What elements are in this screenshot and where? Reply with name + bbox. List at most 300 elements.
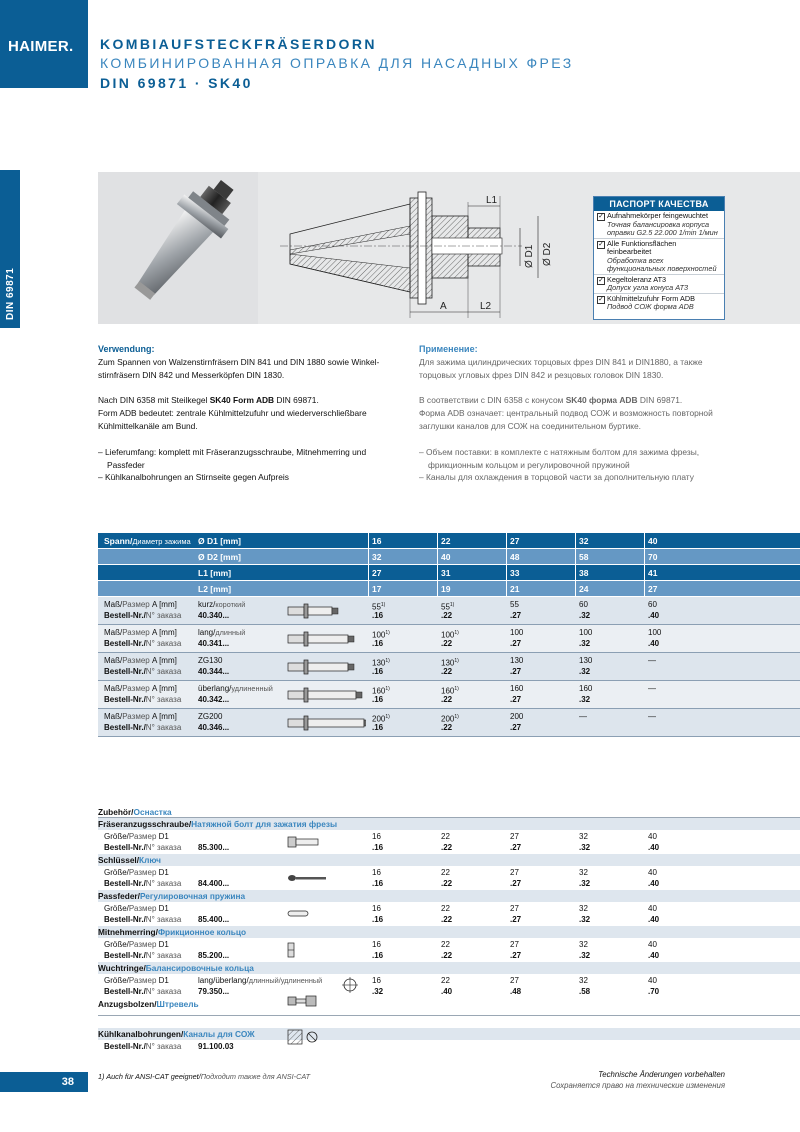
- order-label: [104, 950, 181, 962]
- logo-block: [0, 0, 88, 88]
- usage-ru-p3: Форма ADB означает: центральный подвод СОЖ и возможность повторной заглушки каналов для СОЖ на соединительном буртике.: [419, 408, 713, 431]
- header-row: [98, 549, 800, 565]
- mass-number: 55: [372, 602, 381, 612]
- size-d1: D1: [156, 868, 169, 877]
- order-suffix: .22: [441, 611, 453, 620]
- accessory-suffix: .32: [372, 987, 384, 996]
- accessory-suffix: .58: [579, 987, 591, 996]
- footnote-de: 1) Auch für ANSI-CAT geeignet/: [98, 1072, 201, 1081]
- mass-number: —: [648, 656, 656, 665]
- accessory-size: 32: [579, 976, 588, 985]
- accessory-code: 85.300...: [198, 843, 230, 852]
- mass-de: Maß/: [104, 628, 123, 637]
- accessory-size: 22: [441, 868, 450, 877]
- header-value: 27: [648, 584, 658, 594]
- order-suffix: .40: [648, 611, 660, 620]
- accessory-size: 40: [648, 832, 657, 841]
- accessory-size: 16: [372, 868, 381, 877]
- footnote: [98, 1072, 310, 1081]
- accessory-code: 79.350...: [198, 987, 230, 996]
- variant-type-ru: короткий: [215, 600, 246, 609]
- mass-ru: Размер: [122, 656, 150, 665]
- header-value: 24: [579, 584, 589, 594]
- acc-order-ru: N° заказа: [145, 987, 182, 996]
- header-label: L2 [mm]: [198, 584, 232, 594]
- mass-number: 100: [372, 630, 386, 640]
- holder-icon: [286, 686, 366, 704]
- header-row: [98, 565, 800, 581]
- mass-a: A [mm]: [149, 684, 177, 693]
- accessory-suffix: .16: [372, 843, 384, 852]
- mass-number: 160: [441, 686, 455, 696]
- order-suffix: .32: [579, 695, 591, 704]
- mass-de: Maß/: [104, 712, 123, 721]
- header-label: Ø D2 [mm]: [198, 552, 241, 562]
- quality-item-de: Aufnahmekörper feingewuchtet: [607, 211, 709, 220]
- holder-icon: [286, 714, 366, 732]
- header-value: 19: [441, 584, 451, 594]
- accessory-de: Mitnehmerring/: [98, 927, 158, 937]
- mass-number: —: [579, 712, 587, 721]
- size-de: Größe/: [104, 904, 129, 913]
- check-icon: ✓: [598, 213, 604, 220]
- order-label: [104, 914, 181, 926]
- mass-ru: Размер: [122, 684, 150, 693]
- usage-de-p2b: SK40 Form ADB: [209, 395, 275, 406]
- haimer-logo: HAIMER.: [8, 38, 74, 55]
- footer-disclaimer-de: Technische Änderungen vorbehalten: [598, 1070, 725, 1079]
- accessory-size: 32: [579, 832, 588, 841]
- order-ru: N° заказа: [145, 639, 182, 648]
- accessory-size: 22: [441, 976, 450, 985]
- holder-icon: [286, 602, 366, 620]
- side-tab-label: DIN 69871: [5, 267, 16, 320]
- accessory-size: 32: [579, 904, 588, 913]
- accessory-suffix: .22: [441, 879, 453, 888]
- footnote-mark: 1): [454, 630, 459, 636]
- accessory-suffix: .40: [648, 879, 660, 888]
- size-ru: Размер: [128, 904, 157, 913]
- kuehl-order-ru: N° заказа: [145, 1042, 182, 1051]
- quality-item: [594, 293, 724, 312]
- order-suffix: .16: [372, 723, 384, 732]
- accessory-icon: [286, 906, 330, 922]
- usage-ru-l2: – Каналы для охлаждения в торцовой части за дополнительную плату: [419, 472, 694, 483]
- accessory-heading: [98, 926, 800, 938]
- usage-ru-p2: [419, 394, 739, 407]
- quality-item-ru: Подвод СОЖ форма ADB: [607, 302, 694, 311]
- variant-type-ru: длинный: [215, 628, 246, 637]
- acc-order-de: Bestell-Nr./: [104, 843, 146, 852]
- accessory-code: 84.400...: [198, 879, 230, 888]
- technical-drawing: [260, 172, 590, 324]
- kuehl-order-code: 91.100.03: [198, 1042, 234, 1051]
- mass-number: 160: [372, 686, 386, 696]
- footnote-mark: 1): [454, 658, 459, 664]
- header-label: Ø D1 [mm]: [198, 536, 241, 546]
- check-icon: ✓: [598, 295, 604, 303]
- usage-de: [98, 343, 398, 484]
- header-value: 27: [510, 536, 520, 546]
- order-suffix: .27: [510, 639, 522, 648]
- order-suffix: .16: [372, 667, 384, 676]
- mass-number: 130: [441, 658, 455, 668]
- variant-row: [98, 709, 800, 737]
- usage-ru-l1: – Объем поставки: в комплекте с натяжным болтом для зажима фрезы, фрикционным кольцом и регулировочной пружиной: [419, 446, 700, 470]
- size-ru: Размер: [128, 868, 157, 877]
- size-label: [104, 831, 169, 843]
- mass-value: [648, 655, 656, 667]
- accessory-icon: [286, 942, 330, 958]
- variant-code: 40.342...: [198, 695, 230, 704]
- ring-type: [198, 975, 322, 987]
- quality-passport: [593, 196, 725, 320]
- size-label: [104, 975, 169, 987]
- accessory-row: [98, 830, 800, 854]
- accessory-suffix: .40: [648, 951, 660, 960]
- header-value: 31: [441, 568, 451, 578]
- order-suffix: .40: [648, 639, 660, 648]
- order-suffix: .22: [441, 723, 453, 732]
- mass-number: —: [648, 712, 656, 721]
- main-table: [98, 533, 800, 737]
- size-de: Größe/: [104, 832, 129, 841]
- accessory-suffix: .40: [648, 915, 660, 924]
- order-suffix: .16: [372, 639, 384, 648]
- footer-disclaimer-ru: Сохраняется право на технические изменения: [550, 1081, 725, 1090]
- variant-code: 40.346...: [198, 723, 230, 732]
- mass-number: 55: [510, 600, 519, 609]
- accessory-suffix: .27: [510, 843, 522, 852]
- mass-number: 60: [579, 600, 588, 609]
- variant-type-ru: удлиненный: [231, 684, 273, 693]
- usage-ru-p2c: DIN 69871.: [637, 395, 683, 406]
- mass-number: 160: [510, 684, 524, 693]
- quality-item: [594, 211, 724, 238]
- variant-type-de: kurz/: [198, 600, 216, 609]
- accessory-size: 22: [441, 940, 450, 949]
- order-suffix: .27: [510, 723, 522, 732]
- size-ru: Размер: [128, 940, 157, 949]
- variant-type-de: lang/: [198, 628, 216, 637]
- size-d1: D1: [156, 940, 169, 949]
- order-de: Bestell-Nr./: [104, 639, 146, 648]
- mass-de: Maß/: [104, 684, 123, 693]
- dim-l1-label: L1: [486, 195, 498, 206]
- usage-ru-heading: Применение:: [419, 344, 478, 354]
- size-label: [104, 903, 169, 915]
- anzugsbolzen-de: Anzugsbolzen/: [98, 999, 157, 1009]
- order-suffix: .27: [510, 611, 522, 620]
- accessory-suffix: .27: [510, 915, 522, 924]
- accessory-suffix: .32: [579, 843, 591, 852]
- accessory-row: [98, 974, 800, 998]
- accessory-size: 40: [648, 904, 657, 913]
- size-d1: D1: [156, 904, 169, 913]
- accessory-size: 16: [372, 832, 381, 841]
- footer-disclaimer: [550, 1069, 725, 1091]
- accessory-ru: Балансировочные кольца: [145, 963, 254, 973]
- accessory-size: 27: [510, 904, 519, 913]
- accessory-row: [98, 902, 800, 926]
- mass-number: 130: [372, 658, 386, 668]
- product-photo: [98, 172, 258, 324]
- accessory-heading: [98, 818, 800, 830]
- usage-ru-p1: Для зажима цилиндрических торцовых фрез DIN 841 и DIN1880, а также торцовых угловых фрез DIN 842 и резцовых головок DIN 1830.: [419, 356, 703, 380]
- accessory-suffix: .32: [579, 879, 591, 888]
- order-de: Bestell-Nr./: [104, 723, 146, 732]
- accessory-de: Schlüssel/: [98, 855, 140, 865]
- variant-code: 40.341...: [198, 639, 230, 648]
- accessory-suffix: .48: [510, 987, 522, 996]
- quality-item-ru: Точная балансировка корпуса оправки G2.5 22.000 1/min 1/мин: [607, 219, 718, 237]
- quality-item-de: Alle Funktionsflächen feinbearbeitet: [607, 238, 677, 256]
- quality-item-ru: Допуск угла конуса AT3: [607, 283, 689, 292]
- quality-item-de: Kühlmittelzufuhr Form ADB: [607, 293, 695, 303]
- mass-a: A [mm]: [149, 712, 177, 721]
- accessory-suffix: .32: [579, 915, 591, 924]
- variant-row: [98, 653, 800, 681]
- mass-number: 100: [441, 630, 455, 640]
- acc-order-de: Bestell-Nr./: [104, 879, 146, 888]
- header-value: 17: [372, 584, 382, 594]
- ring-type-ru: длинный/удлиненный: [248, 976, 323, 985]
- mass-number: 100: [510, 628, 524, 637]
- accessories-title: [98, 806, 800, 818]
- mass-number: 130: [510, 656, 524, 665]
- accessory-size: 40: [648, 868, 657, 877]
- header-value: 32: [579, 536, 589, 546]
- accessory-de: Passfeder/: [98, 891, 140, 901]
- mass-number: 200: [510, 712, 524, 721]
- variant-code: 40.340...: [198, 611, 230, 620]
- accessory-suffix: .70: [648, 987, 660, 996]
- variant-code: 40.344...: [198, 667, 230, 676]
- size-d1: D1: [156, 832, 169, 841]
- dim-d1-label: Ø D1: [524, 244, 535, 268]
- variant-row: [98, 625, 800, 653]
- mass-ru: Размер: [122, 712, 150, 721]
- header-value: 40: [648, 536, 658, 546]
- header-value: 41: [648, 568, 658, 578]
- order-suffix: .32: [579, 611, 591, 620]
- check-icon: ✓: [598, 276, 604, 284]
- footnote-mark: 1): [454, 714, 459, 720]
- order-label: [104, 878, 181, 890]
- usage-de-p2: [98, 394, 398, 407]
- header-value: 38: [579, 568, 589, 578]
- accessory-heading: [98, 854, 800, 866]
- title-ru: КОМБИНИРОВАННАЯ ОПРАВКА ДЛЯ НАСАДНЫХ ФРЕЗ: [100, 55, 574, 71]
- order-ru: N° заказа: [145, 611, 182, 620]
- footnote-mark: 1): [385, 714, 390, 720]
- accessory-size: 22: [441, 832, 450, 841]
- usage-de-p1: Zum Spannen von Walzenstirnfräsern DIN 841 und DIN 1880 sowie Winkel-stirnfräsern DIN 842 und Messerköpfen DIN 1830.: [98, 356, 380, 380]
- usage-de-p3: Form ADB bedeutet: zentrale Kühlmittelzufuhr und wiederverschließbare Kühlmittelkanäle am Bund.: [98, 408, 367, 431]
- accessories: [98, 806, 800, 1054]
- anzugsbolzen-heading: [98, 998, 800, 1016]
- quality-item: [594, 238, 724, 274]
- mass-ru: Размер: [122, 628, 150, 637]
- accessory-size: 27: [510, 868, 519, 877]
- accessories-title-ru: Оснастка: [133, 807, 172, 817]
- spann-de: Spann/: [104, 536, 133, 546]
- order-label: [104, 638, 181, 650]
- accessory-de: Fräseranzugsschraube/: [98, 819, 192, 829]
- usage-ru-p2a: В соответствии с DIN 6358 с конусом: [419, 395, 566, 406]
- usage-de-l2: – Kühlkanalbohrungen an Stirnseite gegen Aufpreis: [98, 472, 289, 483]
- header-value: 58: [579, 552, 589, 562]
- accessory-heading: [98, 962, 800, 974]
- kuehl-order-label: Bestell-Nr./: [104, 1042, 146, 1051]
- mass-a: A [mm]: [149, 656, 177, 665]
- accessory-size: 16: [372, 904, 381, 913]
- page-number: 38: [0, 1072, 88, 1092]
- accessory-size: 27: [510, 940, 519, 949]
- header-value: 48: [510, 552, 520, 562]
- acc-order-de: Bestell-Nr./: [104, 915, 146, 924]
- size-de: Größe/: [104, 940, 129, 949]
- accessory-size: 32: [579, 940, 588, 949]
- mass-a: A [mm]: [149, 600, 177, 609]
- header-value: 21: [510, 584, 520, 594]
- variant-row: [98, 597, 800, 625]
- mass-number: 55: [441, 602, 450, 612]
- footnote-ru: Подходит также для ANSI-CAT: [200, 1072, 311, 1081]
- header-value: 16: [372, 536, 382, 546]
- accessory-suffix: .40: [648, 843, 660, 852]
- footnote-mark: 1): [454, 686, 459, 692]
- accessory-ru: Ключ: [139, 855, 161, 865]
- accessory-heading: [98, 890, 800, 902]
- usage-de-p2c: DIN 69871.: [274, 395, 319, 406]
- header-value: 33: [510, 568, 520, 578]
- mass-number: 130: [579, 656, 593, 665]
- ring-type-de: lang/überlang/: [198, 976, 249, 985]
- size-de: Größe/: [104, 868, 129, 877]
- mass-number: 200: [372, 714, 386, 724]
- acc-order-de: Bestell-Nr./: [104, 951, 146, 960]
- accessory-size: 16: [372, 940, 381, 949]
- order-label: [104, 842, 181, 854]
- footnote-mark: 1): [385, 630, 390, 636]
- accessory-size: 32: [579, 868, 588, 877]
- size-label: [104, 939, 169, 951]
- quality-item-ru: Обработка всех функциональных поверхностей: [607, 255, 717, 273]
- usage-de-heading: Verwendung:: [98, 344, 155, 354]
- spann-label: [104, 536, 191, 546]
- accessory-code: 85.200...: [198, 951, 230, 960]
- title-standard: DIN 69871 · SK40: [100, 75, 253, 91]
- accessories-title-de: Zubehör/: [98, 807, 134, 817]
- footnote-mark: 1): [385, 686, 390, 692]
- variant-type-de: überlang/: [198, 684, 232, 693]
- quality-item: [594, 274, 724, 293]
- mass-number: 100: [579, 628, 593, 637]
- size-ru: Размер: [128, 976, 157, 985]
- order-suffix: .32: [579, 639, 591, 648]
- footnote-mark: 1): [449, 602, 455, 608]
- dim-a-label: A: [440, 301, 447, 312]
- balance-ring-icon: [342, 977, 360, 995]
- accessory-suffix: .16: [372, 879, 384, 888]
- accessory-suffix: .16: [372, 951, 384, 960]
- order-ru: N° заказа: [145, 667, 182, 676]
- size-de: Größe/: [104, 976, 129, 985]
- order-suffix: .27: [510, 695, 522, 704]
- kuehlkanal-order-row: [98, 1040, 800, 1054]
- variant-row: [98, 681, 800, 709]
- accessory-de: Wuchtringe/: [98, 963, 146, 973]
- size-label: [104, 867, 169, 879]
- accessory-code: 85.400...: [198, 915, 230, 924]
- mass-value: [648, 711, 656, 723]
- accessory-size: 16: [372, 976, 381, 985]
- usage-de-p2a: Nach DIN 6358 mit Steilkegel: [98, 395, 210, 406]
- size-ru: Размер: [128, 832, 157, 841]
- order-suffix: .16: [372, 695, 384, 704]
- kuehlkanal-ru: Каналы для СОЖ: [183, 1029, 255, 1039]
- footnote-mark: 1): [380, 602, 386, 608]
- order-suffix: .22: [441, 695, 453, 704]
- header-row: [98, 581, 800, 597]
- check-icon: ✓: [598, 240, 604, 248]
- accessory-size: 22: [441, 904, 450, 913]
- mass-a: A [mm]: [149, 628, 177, 637]
- order-suffix: .22: [441, 667, 453, 676]
- kuehlkanal-heading: [98, 1028, 800, 1040]
- order-label: [104, 694, 181, 706]
- mass-number: 160: [579, 684, 593, 693]
- order-label: [104, 610, 181, 622]
- order-label: [104, 986, 181, 998]
- mass-number: —: [648, 684, 656, 693]
- quality-item-de: Kegeltoleranz AT3: [607, 274, 667, 284]
- accessory-suffix: .22: [441, 843, 453, 852]
- usage-de-l1: – Lieferumfang: komplett mit Fräseranzugsschraube, Mitnehmerring und Passfeder: [98, 446, 367, 470]
- header-value: 22: [441, 536, 451, 546]
- accessory-suffix: .22: [441, 951, 453, 960]
- accessory-suffix: .27: [510, 951, 522, 960]
- accessory-ru: Регулировочная пружина: [139, 891, 246, 901]
- header-row: [98, 533, 800, 549]
- accessory-icon: [286, 834, 330, 850]
- kuehlkanal-de: Kühlkanalbohrungen/: [98, 1029, 184, 1039]
- accessory-suffix: .22: [441, 915, 453, 924]
- header-value: 70: [648, 552, 658, 562]
- variant-type-de: ZG130: [198, 656, 223, 665]
- mass-de: Maß/: [104, 656, 123, 665]
- order-de: Bestell-Nr./: [104, 667, 146, 676]
- dim-l2-label: L2: [480, 301, 492, 312]
- title-de: KOMBIAUFSTECKFRÄSERDORN: [100, 36, 377, 52]
- acc-order-ru: N° заказа: [145, 843, 182, 852]
- mass-ru: Размер: [122, 600, 150, 609]
- accessory-ru: Фрикционное кольцо: [157, 927, 247, 937]
- header-value: 32: [372, 552, 382, 562]
- accessory-suffix: .40: [441, 987, 453, 996]
- usage-ru: [419, 343, 739, 484]
- order-suffix: .16: [372, 611, 384, 620]
- acc-order-ru: N° заказа: [145, 951, 182, 960]
- accessory-size: 27: [510, 832, 519, 841]
- accessory-size: 40: [648, 976, 657, 985]
- size-d1: D1: [156, 976, 169, 985]
- pull-stud-icon: [286, 994, 320, 1008]
- order-label: [104, 722, 181, 734]
- accessory-ru: Натяжной болт для зажатия фрезы: [191, 819, 338, 829]
- order-ru: N° заказа: [145, 695, 182, 704]
